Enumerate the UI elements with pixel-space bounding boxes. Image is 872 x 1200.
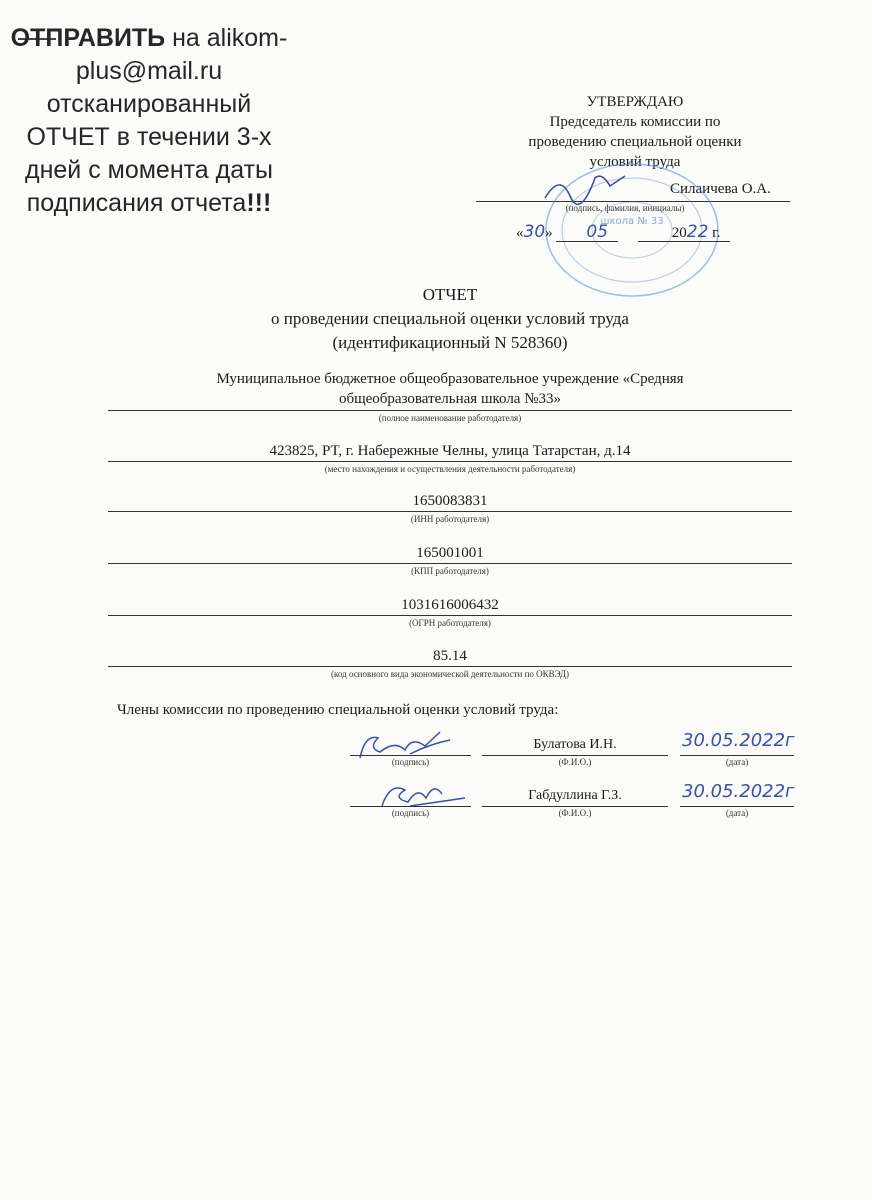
approver-caption: (подпись, фамилия, инициалы) (565, 203, 685, 213)
date-year-prefix: 20 (671, 225, 687, 241)
report-id: (идентификационный N 528360) (332, 333, 568, 352)
kpp-value: 165001001 (416, 545, 484, 561)
address: 423825, РТ, г. Набережные Челны, улица Татарстан, д.14 (269, 443, 631, 459)
address-line (108, 461, 792, 462)
date-month-line (556, 241, 618, 242)
member-2-date-line (680, 806, 794, 807)
approval-role-2: проведению специальной оценки (528, 134, 742, 150)
member-2-name-caption: (Ф.И.О.) (558, 808, 592, 818)
note-exclaim: !!! (246, 189, 272, 217)
date-quote-open: « (516, 225, 524, 241)
member-1-name-caption: (Ф.И.О.) (558, 757, 592, 767)
member-2-sign-caption: (подпись) (391, 808, 430, 818)
member-1-name: Булатова И.Н. (533, 737, 617, 752)
employer-line-2: общеобразовательная школа №33» (338, 391, 562, 407)
employer-line-1: Муниципальное бюджетное общеобразовательное учреждение «Средняя (216, 371, 684, 387)
kpp-caption: (КПП работодателя) (411, 566, 489, 576)
date-month: 05 (586, 222, 609, 242)
address-caption: (место нахождения и осуществления деятельности работодателя) (324, 464, 576, 474)
date-day: 30 (523, 222, 546, 242)
kpp-line (108, 563, 792, 564)
member-1-date-caption: (дата) (725, 757, 749, 767)
members-heading: Члены комиссии по проведению специальной оценки условий труда: (117, 702, 559, 718)
employer-name (108, 369, 792, 409)
note-body: на alikom-plus@mail.ru отсканированный ОТЧЕТ в течении 3-х дней с момента даты подписания отчета (24, 24, 288, 217)
note-send-word: ОТПРАВИТЬ (10, 24, 166, 52)
member-2-name-line (482, 806, 668, 807)
send-instruction-note (8, 22, 290, 220)
approval-role-1: Председатель комиссии по (549, 114, 721, 130)
member-1-date-line (680, 755, 794, 756)
member-2-date: 30.05.2022г (682, 781, 795, 802)
approval-date (516, 222, 776, 242)
ogrn-value: 1031616006432 (401, 597, 499, 613)
report-header (0, 283, 872, 355)
ogrn-caption: (ОГРН работодателя) (409, 618, 491, 628)
report-title: ОТЧЕТ (422, 285, 478, 304)
member-1-date: 30.05.2022г (682, 730, 795, 751)
member-1-sign-caption: (подпись) (391, 757, 430, 767)
member-2-sign-line (350, 806, 471, 807)
okved-line (108, 666, 792, 667)
date-year-line (638, 241, 730, 242)
okved-value: 85.14 (433, 648, 467, 664)
report-subtitle: о проведении специальной оценки условий труда (271, 309, 629, 328)
employer-line (108, 410, 792, 411)
stamp-text: школа № 33 (600, 216, 664, 227)
date-quote-close: » (545, 225, 553, 241)
ogrn-line (108, 615, 792, 616)
approval-role-3: условий труда (589, 154, 681, 170)
date-year-suffix: г. (712, 225, 721, 241)
inn-value: 1650083831 (412, 493, 488, 509)
member-2-name: Габдуллина Г.З. (528, 788, 622, 803)
inn-line (108, 511, 792, 512)
date-year: 22 (686, 222, 709, 242)
member-2-date-caption: (дата) (725, 808, 749, 818)
inn-caption: (ИНН работодателя) (410, 514, 490, 524)
approver-signature-icon (540, 168, 630, 208)
approval-title: УТВЕРЖДАЮ (586, 94, 684, 110)
employer-caption: (полное наименование работодателя) (378, 413, 522, 423)
member-1-sign-line (350, 755, 471, 756)
approver-name: Силаичева О.А. (670, 181, 771, 197)
okved-caption: (код основного вида экономической деятельности по ОКВЭД) (330, 669, 569, 679)
member-1-name-line (482, 755, 668, 756)
